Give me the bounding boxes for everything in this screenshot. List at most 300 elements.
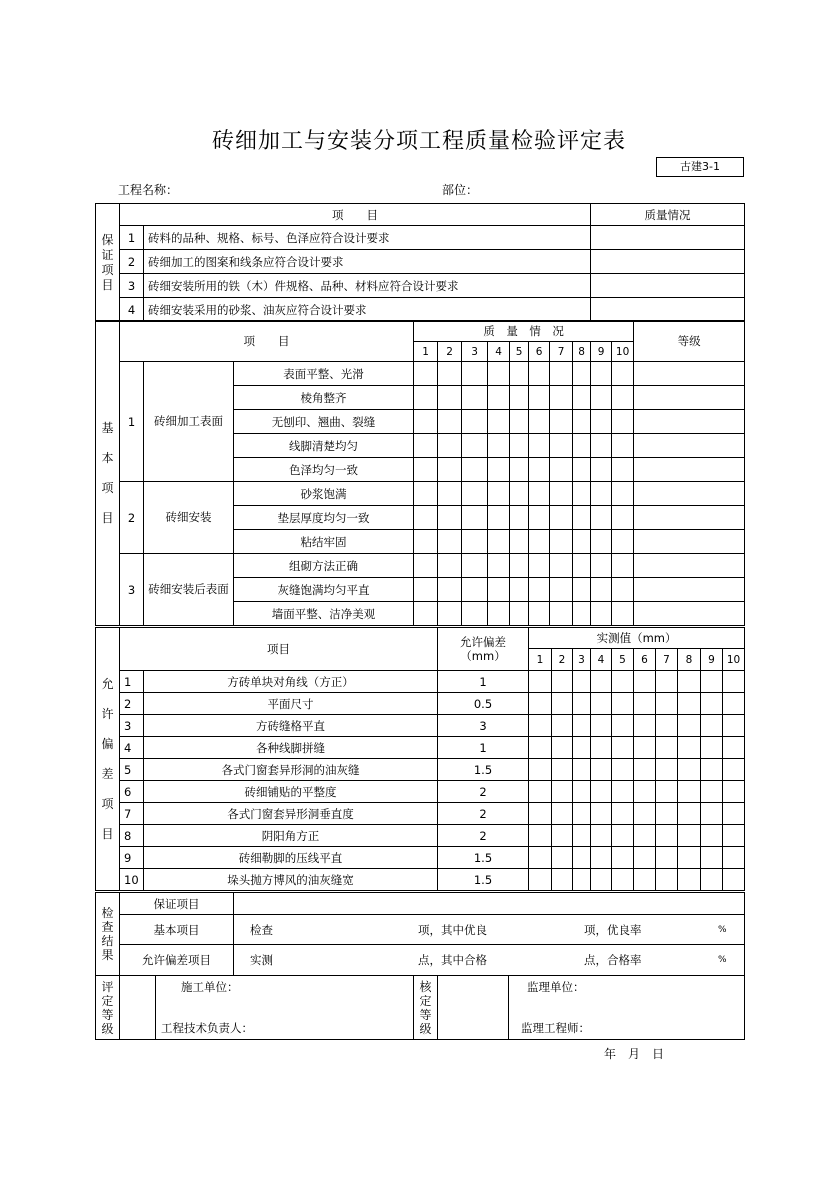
- measured-cell[interactable]: [573, 869, 591, 891]
- quality-cell[interactable]: [529, 410, 550, 434]
- check-item: 棱角整齐: [234, 386, 414, 410]
- measured-cell[interactable]: [591, 825, 612, 847]
- check-item: 表面平整、光滑: [234, 362, 414, 386]
- quality-cell[interactable]: [612, 362, 634, 386]
- measured-cell[interactable]: [701, 803, 723, 825]
- measured-cell[interactable]: [591, 671, 612, 693]
- quality-cell[interactable]: [591, 386, 612, 410]
- quality-cell[interactable]: [462, 410, 488, 434]
- measured-cell[interactable]: [529, 781, 552, 803]
- quality-cell[interactable]: [550, 578, 573, 602]
- quality-cell[interactable]: [488, 482, 510, 506]
- row-number: 4: [120, 298, 144, 322]
- builder-cell: [156, 976, 414, 1040]
- group-number: 2: [120, 482, 144, 554]
- quality-cell[interactable]: [462, 602, 488, 626]
- measured-cell[interactable]: [656, 671, 678, 693]
- quality-input[interactable]: [591, 274, 745, 298]
- quality-cell[interactable]: [488, 386, 510, 410]
- quality-cell[interactable]: [612, 458, 634, 482]
- grade-cell[interactable]: [634, 602, 745, 626]
- quality-cell[interactable]: [488, 530, 510, 554]
- quality-cell[interactable]: [414, 458, 438, 482]
- quality-cell[interactable]: [488, 458, 510, 482]
- quality-cell[interactable]: [510, 578, 529, 602]
- measured-cell[interactable]: [573, 693, 591, 715]
- result-text-d: %: [718, 924, 727, 935]
- quality-cell[interactable]: [438, 386, 462, 410]
- quality-cell[interactable]: [414, 554, 438, 578]
- quality-cell[interactable]: [529, 602, 550, 626]
- quality-cell[interactable]: [414, 362, 438, 386]
- quality-cell[interactable]: [488, 410, 510, 434]
- measured-cell[interactable]: [552, 847, 573, 869]
- quality-cell[interactable]: [529, 554, 550, 578]
- row-number: 3: [120, 274, 144, 298]
- quality-cell[interactable]: [462, 386, 488, 410]
- requirement-text: 砖细安装所用的铁（木）件规格、品种、材料应符合设计要求: [144, 274, 591, 298]
- quality-cell[interactable]: [573, 506, 591, 530]
- measured-cell[interactable]: [723, 781, 745, 803]
- measured-cell[interactable]: [634, 759, 656, 781]
- check-item: 粘结牢固: [234, 530, 414, 554]
- quality-cell[interactable]: [488, 434, 510, 458]
- measured-cell[interactable]: [552, 737, 573, 759]
- grade-cell[interactable]: [634, 506, 745, 530]
- quality-cell[interactable]: [510, 530, 529, 554]
- quality-cell[interactable]: [438, 506, 462, 530]
- measured-cell[interactable]: [529, 847, 552, 869]
- row-number: 3: [120, 715, 144, 737]
- row-number: 9: [120, 847, 144, 869]
- supervisor-engineer-label: 监理工程师：: [521, 1021, 590, 1035]
- page-title: 砖细加工与安装分项工程质量检验评定表: [211, 129, 626, 154]
- measured-cell[interactable]: [723, 847, 745, 869]
- quality-cell[interactable]: [529, 530, 550, 554]
- quality-cell[interactable]: [591, 506, 612, 530]
- quality-cell[interactable]: [438, 602, 462, 626]
- quality-cell[interactable]: [529, 578, 550, 602]
- header-item: 项 目: [120, 204, 591, 226]
- measured-cell[interactable]: [529, 693, 552, 715]
- grade-cell[interactable]: [634, 554, 745, 578]
- quality-cell[interactable]: [591, 578, 612, 602]
- grade-input[interactable]: [120, 976, 156, 1040]
- tolerance-item: 平面尺寸: [144, 693, 438, 715]
- quality-cell[interactable]: [612, 482, 634, 506]
- tolerance-value: 0.5: [438, 693, 529, 715]
- quality-cell[interactable]: [573, 530, 591, 554]
- measured-cell[interactable]: [701, 781, 723, 803]
- grade-cell[interactable]: [634, 386, 745, 410]
- quality-cell[interactable]: [550, 386, 573, 410]
- quality-cell[interactable]: [438, 482, 462, 506]
- measured-cell[interactable]: [656, 737, 678, 759]
- quality-cell[interactable]: [510, 410, 529, 434]
- quality-cell[interactable]: [510, 554, 529, 578]
- quality-cell[interactable]: [462, 578, 488, 602]
- row-number: 8: [120, 825, 144, 847]
- measured-cell[interactable]: [552, 671, 573, 693]
- check-item: 垫层厚度均匀一致: [234, 506, 414, 530]
- quality-cell[interactable]: [510, 362, 529, 386]
- measured-cell[interactable]: [591, 869, 612, 891]
- row-number: 2: [120, 693, 144, 715]
- column-number: 10: [723, 649, 745, 671]
- row-number: 6: [120, 781, 144, 803]
- measured-cell[interactable]: [612, 671, 634, 693]
- quality-cell[interactable]: [573, 410, 591, 434]
- measured-cell[interactable]: [678, 693, 701, 715]
- column-number: 9: [701, 649, 723, 671]
- measured-cell[interactable]: [701, 869, 723, 891]
- measured-cell[interactable]: [573, 781, 591, 803]
- column-number: 7: [550, 342, 573, 362]
- measured-cell[interactable]: [723, 803, 745, 825]
- measured-cell[interactable]: [723, 869, 745, 891]
- measured-cell[interactable]: [552, 759, 573, 781]
- project-name-label: 工程名称：: [118, 183, 179, 197]
- quality-cell[interactable]: [529, 506, 550, 530]
- quality-cell[interactable]: [612, 554, 634, 578]
- quality-cell[interactable]: [573, 362, 591, 386]
- measured-cell[interactable]: [723, 671, 745, 693]
- quality-cell[interactable]: [462, 530, 488, 554]
- measured-cell[interactable]: [656, 803, 678, 825]
- quality-cell[interactable]: [550, 602, 573, 626]
- grade-cell[interactable]: [634, 410, 745, 434]
- quality-cell[interactable]: [438, 578, 462, 602]
- quality-cell[interactable]: [573, 578, 591, 602]
- quality-cell[interactable]: [550, 362, 573, 386]
- measured-cell[interactable]: [701, 847, 723, 869]
- measured-cell[interactable]: [723, 759, 745, 781]
- quality-cell[interactable]: [550, 554, 573, 578]
- measured-cell[interactable]: [573, 737, 591, 759]
- measured-cell[interactable]: [678, 737, 701, 759]
- quality-cell[interactable]: [462, 458, 488, 482]
- quality-input[interactable]: [591, 226, 745, 250]
- quality-cell[interactable]: [438, 530, 462, 554]
- quality-cell[interactable]: [488, 554, 510, 578]
- result-text-a: 检查: [250, 922, 273, 937]
- measured-cell[interactable]: [634, 715, 656, 737]
- header-quality: 质量情况: [591, 204, 745, 226]
- quality-cell[interactable]: [529, 386, 550, 410]
- quality-cell[interactable]: [529, 434, 550, 458]
- grade-cell[interactable]: [634, 458, 745, 482]
- check-item: 墙面平整、洁净美观: [234, 602, 414, 626]
- supervisor-unit-label: 监理单位：: [527, 980, 585, 994]
- quality-cell[interactable]: [488, 578, 510, 602]
- quality-cell[interactable]: [550, 458, 573, 482]
- quality-cell[interactable]: [438, 554, 462, 578]
- quality-cell[interactable]: [488, 362, 510, 386]
- quality-cell[interactable]: [591, 482, 612, 506]
- measured-cell[interactable]: [612, 693, 634, 715]
- quality-cell[interactable]: [462, 434, 488, 458]
- quality-cell[interactable]: [612, 434, 634, 458]
- result-text-b: 点，其中合格: [418, 953, 487, 967]
- quality-cell[interactable]: [510, 458, 529, 482]
- measured-cell[interactable]: [701, 759, 723, 781]
- quality-cell[interactable]: [550, 482, 573, 506]
- row-number: 4: [120, 737, 144, 759]
- header-grade: 等级: [634, 321, 745, 362]
- quality-cell[interactable]: [573, 458, 591, 482]
- measured-cell[interactable]: [552, 869, 573, 891]
- measured-cell[interactable]: [529, 759, 552, 781]
- column-number: 7: [656, 649, 678, 671]
- measured-cell[interactable]: [634, 847, 656, 869]
- column-number: 2: [552, 649, 573, 671]
- section-label-tolerance: 允 许 偏 差 项 目: [96, 628, 120, 891]
- measured-cell[interactable]: [552, 825, 573, 847]
- tolerance-item: 方砖单块对角线（方正）: [144, 671, 438, 693]
- measured-cell[interactable]: [678, 781, 701, 803]
- guarantee-table: [95, 203, 745, 322]
- column-number: 4: [488, 342, 510, 362]
- result-row-name: 允许偏差项目: [120, 945, 234, 976]
- grade-cell[interactable]: [634, 530, 745, 554]
- measured-cell[interactable]: [612, 869, 634, 891]
- quality-cell[interactable]: [414, 434, 438, 458]
- measured-cell[interactable]: [591, 759, 612, 781]
- quality-cell[interactable]: [550, 410, 573, 434]
- measured-cell[interactable]: [612, 847, 634, 869]
- header-quality: 质 量 情 况: [414, 321, 634, 342]
- measured-cell[interactable]: [656, 759, 678, 781]
- quality-cell[interactable]: [573, 434, 591, 458]
- tolerance-value: 1.5: [438, 847, 529, 869]
- measured-cell[interactable]: [591, 693, 612, 715]
- verify-grade-input[interactable]: [438, 976, 509, 1040]
- measured-cell[interactable]: [591, 847, 612, 869]
- quality-cell[interactable]: [510, 386, 529, 410]
- tolerance-value: 1.5: [438, 759, 529, 781]
- quality-cell[interactable]: [488, 602, 510, 626]
- quality-cell[interactable]: [438, 362, 462, 386]
- grade-cell[interactable]: [634, 434, 745, 458]
- measured-cell[interactable]: [591, 803, 612, 825]
- grade-cell[interactable]: [634, 482, 745, 506]
- result-text-c: 点，合格率: [584, 953, 642, 967]
- measured-cell[interactable]: [591, 737, 612, 759]
- tolerance-item: 各种线脚拼缝: [144, 737, 438, 759]
- measured-cell[interactable]: [552, 693, 573, 715]
- quality-cell[interactable]: [462, 554, 488, 578]
- quality-cell[interactable]: [612, 506, 634, 530]
- quality-cell[interactable]: [414, 578, 438, 602]
- basic-table: [95, 320, 745, 626]
- measured-cell[interactable]: [573, 803, 591, 825]
- result-table: [95, 892, 745, 976]
- quality-cell[interactable]: [529, 362, 550, 386]
- measured-cell[interactable]: [529, 737, 552, 759]
- quality-cell[interactable]: [591, 530, 612, 554]
- column-number: 1: [414, 342, 438, 362]
- header-measured: 实测值（mm）: [529, 628, 745, 649]
- measured-cell[interactable]: [529, 715, 552, 737]
- grade-table: [95, 975, 745, 1040]
- quality-cell[interactable]: [510, 506, 529, 530]
- quality-cell[interactable]: [510, 602, 529, 626]
- quality-cell[interactable]: [591, 554, 612, 578]
- measured-cell[interactable]: [723, 715, 745, 737]
- column-number: 5: [510, 342, 529, 362]
- quality-cell[interactable]: [414, 410, 438, 434]
- measured-cell[interactable]: [634, 825, 656, 847]
- result-row-content[interactable]: [234, 893, 745, 915]
- verify-grade-label: 核定等级: [419, 979, 432, 1036]
- measured-cell[interactable]: [612, 737, 634, 759]
- measured-cell[interactable]: [612, 803, 634, 825]
- measured-cell[interactable]: [612, 715, 634, 737]
- measured-cell[interactable]: [723, 825, 745, 847]
- quality-cell[interactable]: [414, 602, 438, 626]
- measured-cell[interactable]: [678, 869, 701, 891]
- section-label-guarantee: 保 证 项 目: [96, 204, 120, 322]
- quality-cell[interactable]: [414, 482, 438, 506]
- quality-cell[interactable]: [612, 386, 634, 410]
- measured-cell[interactable]: [573, 715, 591, 737]
- tolerance-item: 阴阳角方正: [144, 825, 438, 847]
- quality-cell[interactable]: [462, 506, 488, 530]
- result-row-content[interactable]: [234, 915, 745, 945]
- quality-cell[interactable]: [612, 530, 634, 554]
- measured-cell[interactable]: [678, 803, 701, 825]
- result-text-b: 项，其中优良: [418, 922, 487, 937]
- measured-cell[interactable]: [678, 825, 701, 847]
- measured-cell[interactable]: [612, 825, 634, 847]
- measured-cell[interactable]: [529, 671, 552, 693]
- tolerance-value: 1.5: [438, 869, 529, 891]
- measured-cell[interactable]: [678, 759, 701, 781]
- tolerance-value: 2: [438, 825, 529, 847]
- quality-cell[interactable]: [414, 506, 438, 530]
- measured-cell[interactable]: [552, 803, 573, 825]
- measured-cell[interactable]: [573, 671, 591, 693]
- quality-cell[interactable]: [591, 434, 612, 458]
- measured-cell[interactable]: [656, 847, 678, 869]
- quality-cell[interactable]: [510, 434, 529, 458]
- section-label-grade-cell: [96, 976, 120, 1040]
- result-row-content[interactable]: [234, 945, 745, 976]
- quality-cell[interactable]: [550, 530, 573, 554]
- quality-cell[interactable]: [488, 506, 510, 530]
- measured-cell[interactable]: [529, 803, 552, 825]
- measured-cell[interactable]: [701, 825, 723, 847]
- quality-input[interactable]: [591, 250, 745, 274]
- quality-cell[interactable]: [438, 458, 462, 482]
- measured-cell[interactable]: [552, 715, 573, 737]
- tolerance-item: 垛头抛方博风的油灰缝宽: [144, 869, 438, 891]
- measured-cell[interactable]: [529, 825, 552, 847]
- measured-cell[interactable]: [634, 803, 656, 825]
- quality-cell[interactable]: [573, 602, 591, 626]
- measured-cell[interactable]: [573, 825, 591, 847]
- quality-cell[interactable]: [591, 410, 612, 434]
- quality-cell[interactable]: [612, 410, 634, 434]
- quality-cell[interactable]: [462, 482, 488, 506]
- quality-cell[interactable]: [438, 410, 462, 434]
- tolerance-item: 各式门窗套异形洞的油灰缝: [144, 759, 438, 781]
- grade-cell[interactable]: [634, 578, 745, 602]
- measured-cell[interactable]: [573, 759, 591, 781]
- quality-cell[interactable]: [462, 362, 488, 386]
- measured-cell[interactable]: [612, 759, 634, 781]
- measured-cell[interactable]: [634, 869, 656, 891]
- grade-cell[interactable]: [634, 362, 745, 386]
- measured-cell[interactable]: [678, 847, 701, 869]
- measured-cell[interactable]: [591, 715, 612, 737]
- measured-cell[interactable]: [529, 869, 552, 891]
- measured-cell[interactable]: [678, 715, 701, 737]
- builder-unit-label: 施工单位：: [181, 980, 239, 994]
- form-code: 古建3-1: [656, 157, 744, 177]
- measured-cell[interactable]: [634, 671, 656, 693]
- row-number: 10: [120, 869, 144, 891]
- quality-cell[interactable]: [529, 458, 550, 482]
- measured-cell[interactable]: [552, 781, 573, 803]
- quality-cell[interactable]: [438, 434, 462, 458]
- result-row-name: 基本项目: [120, 915, 234, 945]
- quality-cell[interactable]: [591, 602, 612, 626]
- measured-cell[interactable]: [701, 671, 723, 693]
- check-item: 组砌方法正确: [234, 554, 414, 578]
- measured-cell[interactable]: [678, 671, 701, 693]
- quality-cell[interactable]: [414, 530, 438, 554]
- measured-cell[interactable]: [656, 693, 678, 715]
- quality-cell[interactable]: [529, 482, 550, 506]
- group-number: 3: [120, 554, 144, 626]
- measured-cell[interactable]: [701, 715, 723, 737]
- measured-cell[interactable]: [723, 693, 745, 715]
- header-tolerance: 允许偏差（mm）: [438, 628, 529, 671]
- column-number: 2: [438, 342, 462, 362]
- quality-cell[interactable]: [414, 386, 438, 410]
- quality-cell[interactable]: [550, 506, 573, 530]
- quality-cell[interactable]: [573, 386, 591, 410]
- measured-cell[interactable]: [591, 781, 612, 803]
- measured-cell[interactable]: [573, 847, 591, 869]
- check-item: 砂浆饱满: [234, 482, 414, 506]
- column-number: 9: [591, 342, 612, 362]
- measured-cell[interactable]: [612, 781, 634, 803]
- measured-cell[interactable]: [634, 693, 656, 715]
- quality-cell[interactable]: [591, 362, 612, 386]
- header-item: 项目: [120, 628, 438, 671]
- measured-cell[interactable]: [701, 693, 723, 715]
- quality-cell[interactable]: [573, 482, 591, 506]
- measured-cell[interactable]: [656, 781, 678, 803]
- measured-cell[interactable]: [723, 737, 745, 759]
- quality-cell[interactable]: [550, 434, 573, 458]
- quality-cell[interactable]: [573, 554, 591, 578]
- measured-cell[interactable]: [634, 737, 656, 759]
- quality-cell[interactable]: [612, 578, 634, 602]
- measured-cell[interactable]: [701, 737, 723, 759]
- column-number: 3: [573, 649, 591, 671]
- quality-input[interactable]: [591, 298, 745, 322]
- measured-cell[interactable]: [634, 781, 656, 803]
- measured-cell[interactable]: [656, 869, 678, 891]
- measured-cell[interactable]: [656, 715, 678, 737]
- measured-cell[interactable]: [656, 825, 678, 847]
- quality-cell[interactable]: [591, 458, 612, 482]
- quality-cell[interactable]: [510, 482, 529, 506]
- quality-cell[interactable]: [612, 602, 634, 626]
